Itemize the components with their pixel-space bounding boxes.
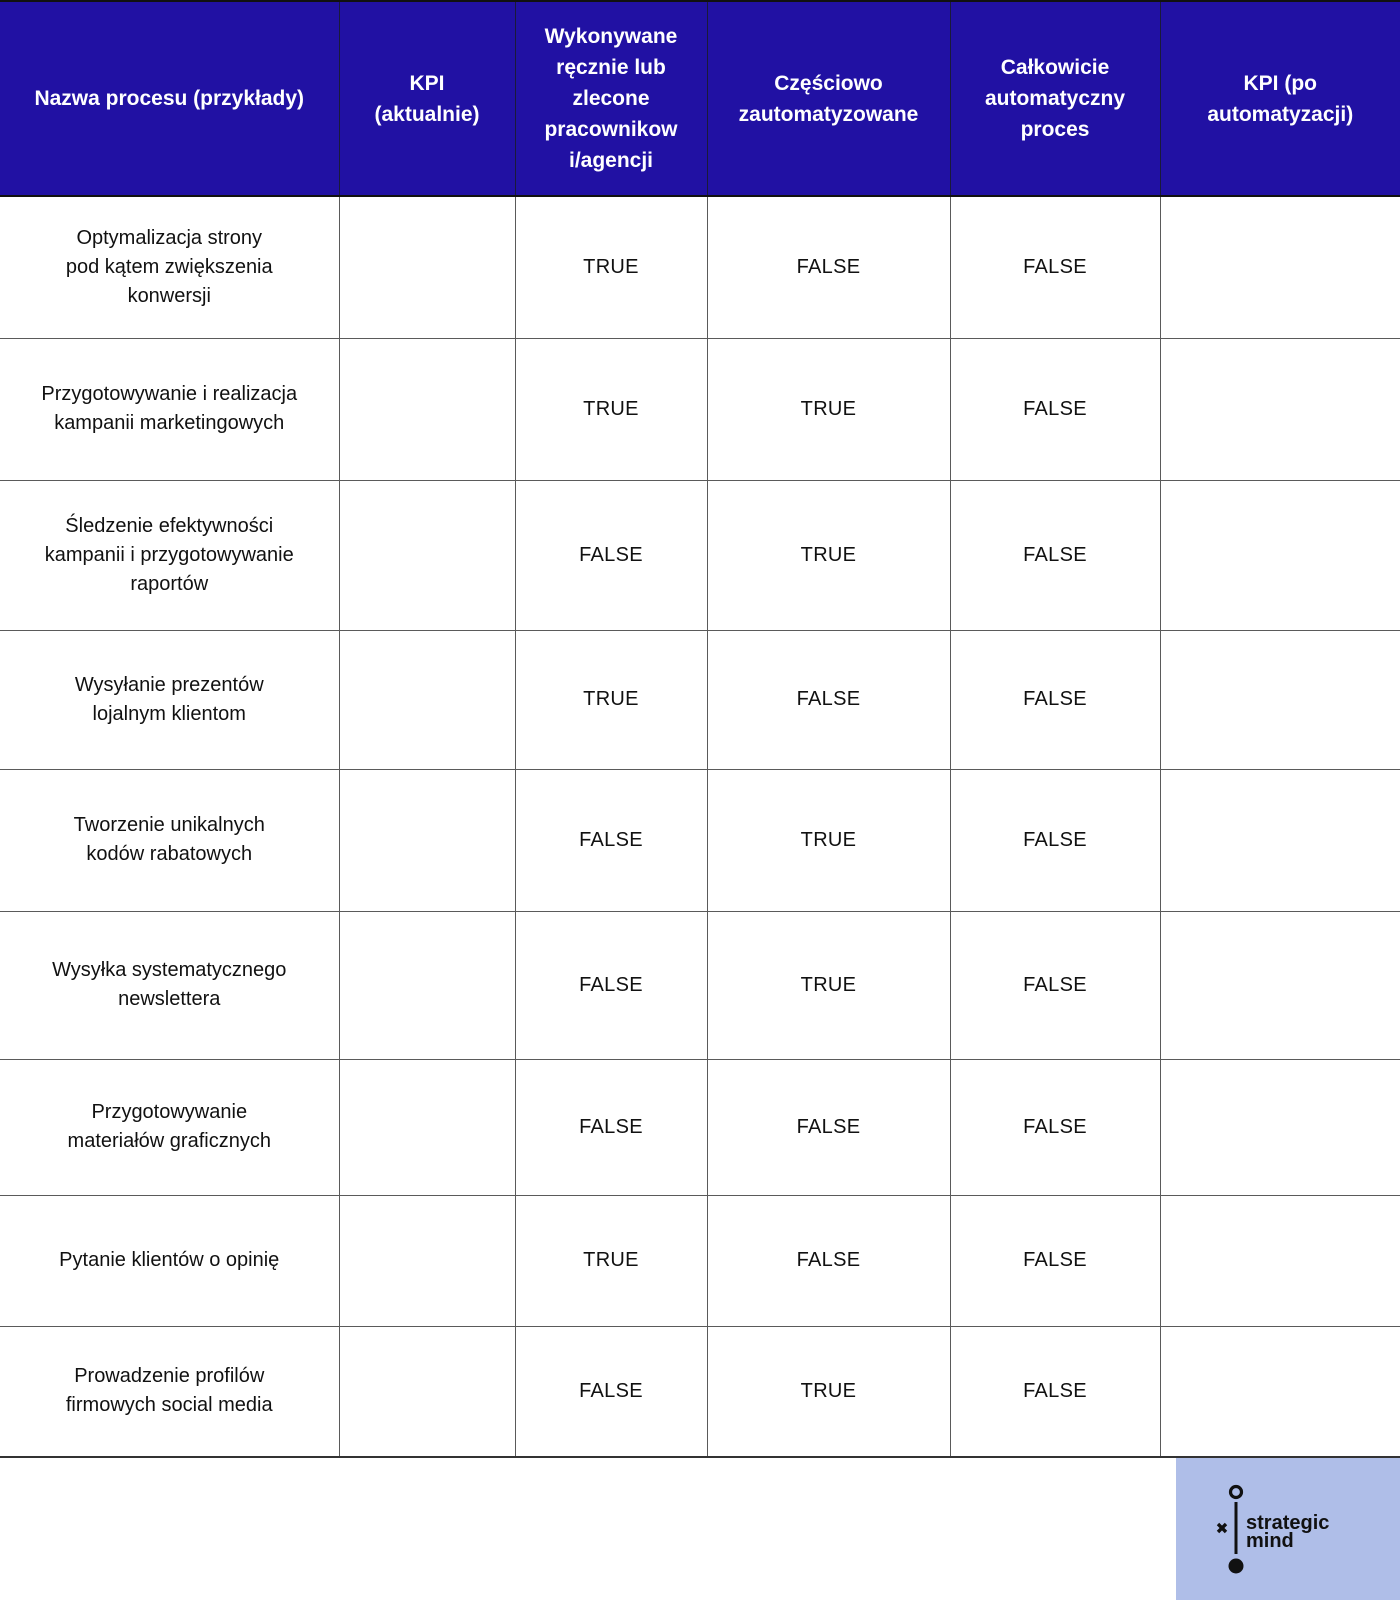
logo-text-line2: mind bbox=[1246, 1530, 1294, 1552]
manual-cell[interactable]: FALSE bbox=[515, 480, 707, 630]
partial-cell[interactable]: FALSE bbox=[707, 1059, 950, 1195]
partial-cell[interactable]: FALSE bbox=[707, 1195, 950, 1326]
strategic-mind-logo bbox=[1176, 1458, 1400, 1600]
kpi-current-cell[interactable] bbox=[339, 196, 515, 338]
kpi-current-cell[interactable] bbox=[339, 1326, 515, 1457]
process-name-cell: Wysyłka systematycznego newslettera bbox=[0, 911, 339, 1059]
process-name-cell: Tworzenie unikalnych kodów rabatowych bbox=[0, 769, 339, 911]
header-process-name: Nazwa procesu (przykłady) bbox=[0, 1, 339, 196]
logo-wordmark bbox=[1246, 1514, 1329, 1550]
process-name-cell: Śledzenie efektywności kampanii i przygotowywanie raportów bbox=[0, 480, 339, 630]
partial-cell[interactable]: FALSE bbox=[707, 630, 950, 769]
manual-cell[interactable]: TRUE bbox=[515, 630, 707, 769]
manual-cell[interactable]: FALSE bbox=[515, 769, 707, 911]
table-row bbox=[0, 338, 1400, 480]
header-row bbox=[0, 1, 1400, 196]
partial-cell[interactable]: TRUE bbox=[707, 338, 950, 480]
kpi-current-cell[interactable] bbox=[339, 769, 515, 911]
full-auto-cell[interactable]: FALSE bbox=[950, 480, 1160, 630]
process-name-cell: Wysyłanie prezentów lojalnym klientom bbox=[0, 630, 339, 769]
header-kpi-after: KPI (po automatyzacji) bbox=[1160, 1, 1400, 196]
manual-cell[interactable]: TRUE bbox=[515, 1195, 707, 1326]
kpi-after-cell[interactable] bbox=[1160, 196, 1400, 338]
partial-cell[interactable]: TRUE bbox=[707, 1326, 950, 1457]
kpi-current-cell[interactable] bbox=[339, 1059, 515, 1195]
kpi-after-cell[interactable] bbox=[1160, 1326, 1400, 1457]
manual-cell[interactable]: TRUE bbox=[515, 196, 707, 338]
manual-cell[interactable]: FALSE bbox=[515, 1326, 707, 1457]
table-row bbox=[0, 630, 1400, 769]
process-name-cell: Optymalizacja strony pod kątem zwiększenia konwersji bbox=[0, 196, 339, 338]
kpi-after-cell[interactable] bbox=[1160, 1195, 1400, 1326]
strategic-mind-logo-icon bbox=[1214, 1484, 1244, 1580]
kpi-current-cell[interactable] bbox=[339, 480, 515, 630]
table-row bbox=[0, 480, 1400, 630]
manual-cell[interactable]: FALSE bbox=[515, 911, 707, 1059]
table-row bbox=[0, 1059, 1400, 1195]
kpi-after-cell[interactable] bbox=[1160, 338, 1400, 480]
table-row bbox=[0, 1195, 1400, 1326]
kpi-current-cell[interactable] bbox=[339, 911, 515, 1059]
full-auto-cell[interactable]: FALSE bbox=[950, 196, 1160, 338]
partial-cell[interactable]: TRUE bbox=[707, 911, 950, 1059]
full-auto-cell[interactable]: FALSE bbox=[950, 911, 1160, 1059]
process-name-cell: Prowadzenie profilów firmowych social media bbox=[0, 1326, 339, 1457]
header-full-auto: Całkowicie automatyczny proces bbox=[950, 1, 1160, 196]
process-name-cell: Przygotowywanie materiałów graficznych bbox=[0, 1059, 339, 1195]
kpi-after-cell[interactable] bbox=[1160, 1059, 1400, 1195]
header-manual: Wykonywane ręcznie lub zlecone pracownikow i/agencji bbox=[515, 1, 707, 196]
kpi-after-cell[interactable] bbox=[1160, 769, 1400, 911]
table-body bbox=[0, 196, 1400, 1457]
manual-cell[interactable]: TRUE bbox=[515, 338, 707, 480]
full-auto-cell[interactable]: FALSE bbox=[950, 769, 1160, 911]
kpi-current-cell[interactable] bbox=[339, 1195, 515, 1326]
kpi-after-cell[interactable] bbox=[1160, 630, 1400, 769]
full-auto-cell[interactable]: FALSE bbox=[950, 630, 1160, 769]
partial-cell[interactable]: TRUE bbox=[707, 480, 950, 630]
manual-cell[interactable]: FALSE bbox=[515, 1059, 707, 1195]
process-name-cell: Przygotowywanie i realizacja kampanii marketingowych bbox=[0, 338, 339, 480]
logo-text-line1: strategic bbox=[1246, 1512, 1330, 1534]
header-kpi-current-label: KPI (aktualnie) bbox=[374, 71, 480, 126]
partial-cell[interactable]: FALSE bbox=[707, 196, 950, 338]
kpi-current-cell[interactable] bbox=[339, 338, 515, 480]
header-partial: Częściowo zautomatyzowane bbox=[707, 1, 950, 196]
table-header bbox=[0, 1, 1400, 196]
process-name-cell: Pytanie klientów o opinię bbox=[0, 1195, 339, 1326]
partial-cell[interactable]: TRUE bbox=[707, 769, 950, 911]
table-row bbox=[0, 1326, 1400, 1457]
kpi-after-cell[interactable] bbox=[1160, 480, 1400, 630]
full-auto-cell[interactable]: FALSE bbox=[950, 1059, 1160, 1195]
full-auto-cell[interactable]: FALSE bbox=[950, 1326, 1160, 1457]
kpi-after-cell[interactable] bbox=[1160, 911, 1400, 1059]
full-auto-cell[interactable]: FALSE bbox=[950, 1195, 1160, 1326]
header-kpi-current bbox=[339, 1, 515, 196]
kpi-current-cell[interactable] bbox=[339, 630, 515, 769]
table-row bbox=[0, 911, 1400, 1059]
table-row bbox=[0, 196, 1400, 338]
full-auto-cell[interactable]: FALSE bbox=[950, 338, 1160, 480]
table-row bbox=[0, 769, 1400, 911]
